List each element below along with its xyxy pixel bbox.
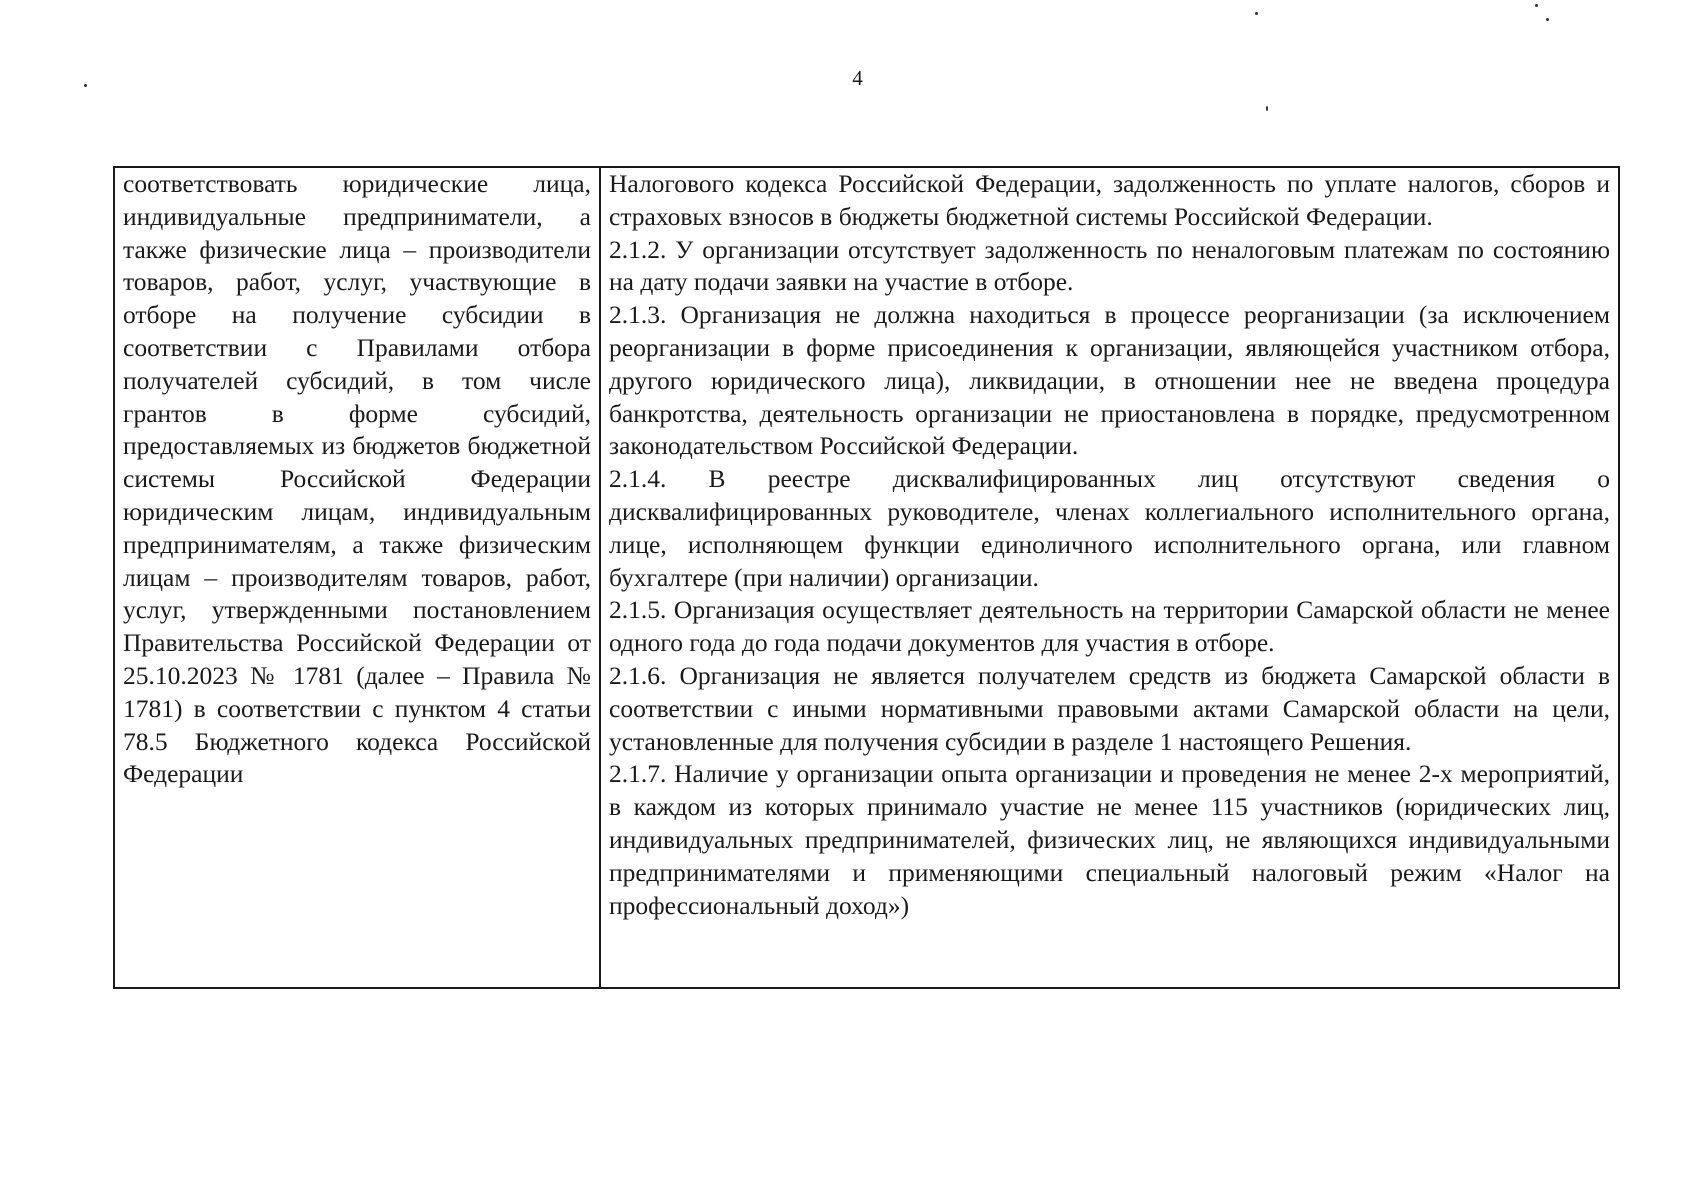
page-number: 4 xyxy=(852,66,863,90)
requirements-table xyxy=(113,166,1620,989)
scan-speck xyxy=(1266,106,1268,111)
paragraph-2-1-5: 2.1.5. Организация осуществляет деятельность на территории Самарской области не менее одного года до года подачи документов для участия в отборе. xyxy=(609,595,1610,658)
paragraph-2-1-2: 2.1.2. У организации отсутствует задолженность по неналоговым платежам по состоянию на дату подачи заявки на участие в отборе. xyxy=(609,234,1610,297)
paragraph-2-1-7: 2.1.7. Наличие у организации опыта организации и проведения не менее 2-х мероприятий, в каждом из которых принимало участие не менее 115 участников (юридических лиц, индивидуальных предпринимателей, физических лиц, не являющихся индивидуальными предпринимателями и применяющими специальный налоговый режим «Налог на профессиональный доход») xyxy=(609,759,1610,920)
left-cell-text: соответствовать юридические лица, индивидуальные предприниматели, а также физические лица – производители товаров, работ, услуг, участвующие в отборе на получение субсидии в соответствии с Правилами отбора получателей субсидий, в том числе грантов в форме субсидий, предоставляемых из бюджетов бюджетной системы Российской Федерации юридическим лицам, индивидуальным предпринимателям, а также физическим лицам – производителям товаров, работ, услуг, утвержденными постановлением Правительства Российской Федерации от 25.10.2023 № 1781 (далее – Правила № 1781) в соответствии с пунктом 4 статьи 78.5 Бюджетного кодекса Российской Федерации xyxy=(123,169,591,789)
right-cell xyxy=(600,167,1619,988)
paragraph-2-1-4: 2.1.4. В реестре дисквалифицированных лиц отсутствуют сведения о дисквалифицированных руководителе, членах коллегиального исполнительного органа, лице, исполняющем функции единоличного исполнительного органа, или главном бухгалтере (при наличии) организации. xyxy=(609,464,1610,592)
scan-speck xyxy=(1546,18,1549,21)
paragraph: Налогового кодекса Российской Федерации, задолженность по уплате налогов, сборов и страховых взносов в бюджеты бюджетной системы Российской Федерации. xyxy=(609,169,1610,231)
paragraph-2-1-3: 2.1.3. Организация не должна находиться в процессе реорганизации (за исключением реорганизации в форме присоединения к организации, являющейся участником отбора, другого юридического лица), ликвидации, в отношении нее не введена процедура банкротства, деятельность организации не приостановлена в порядке, предусмотренном законодательством Российской Федерации. xyxy=(609,300,1610,461)
scan-speck xyxy=(1255,12,1258,15)
scan-speck xyxy=(1535,4,1538,7)
paragraph-2-1-6: 2.1.6. Организация не является получателем средств из бюджета Самарской области в соответствии с иными нормативными правовыми актами Самарской области на цели, установленные для получения субсидии в разделе 1 настоящего Решения. xyxy=(609,660,1610,756)
left-cell xyxy=(114,167,600,988)
table-row xyxy=(114,167,1619,988)
